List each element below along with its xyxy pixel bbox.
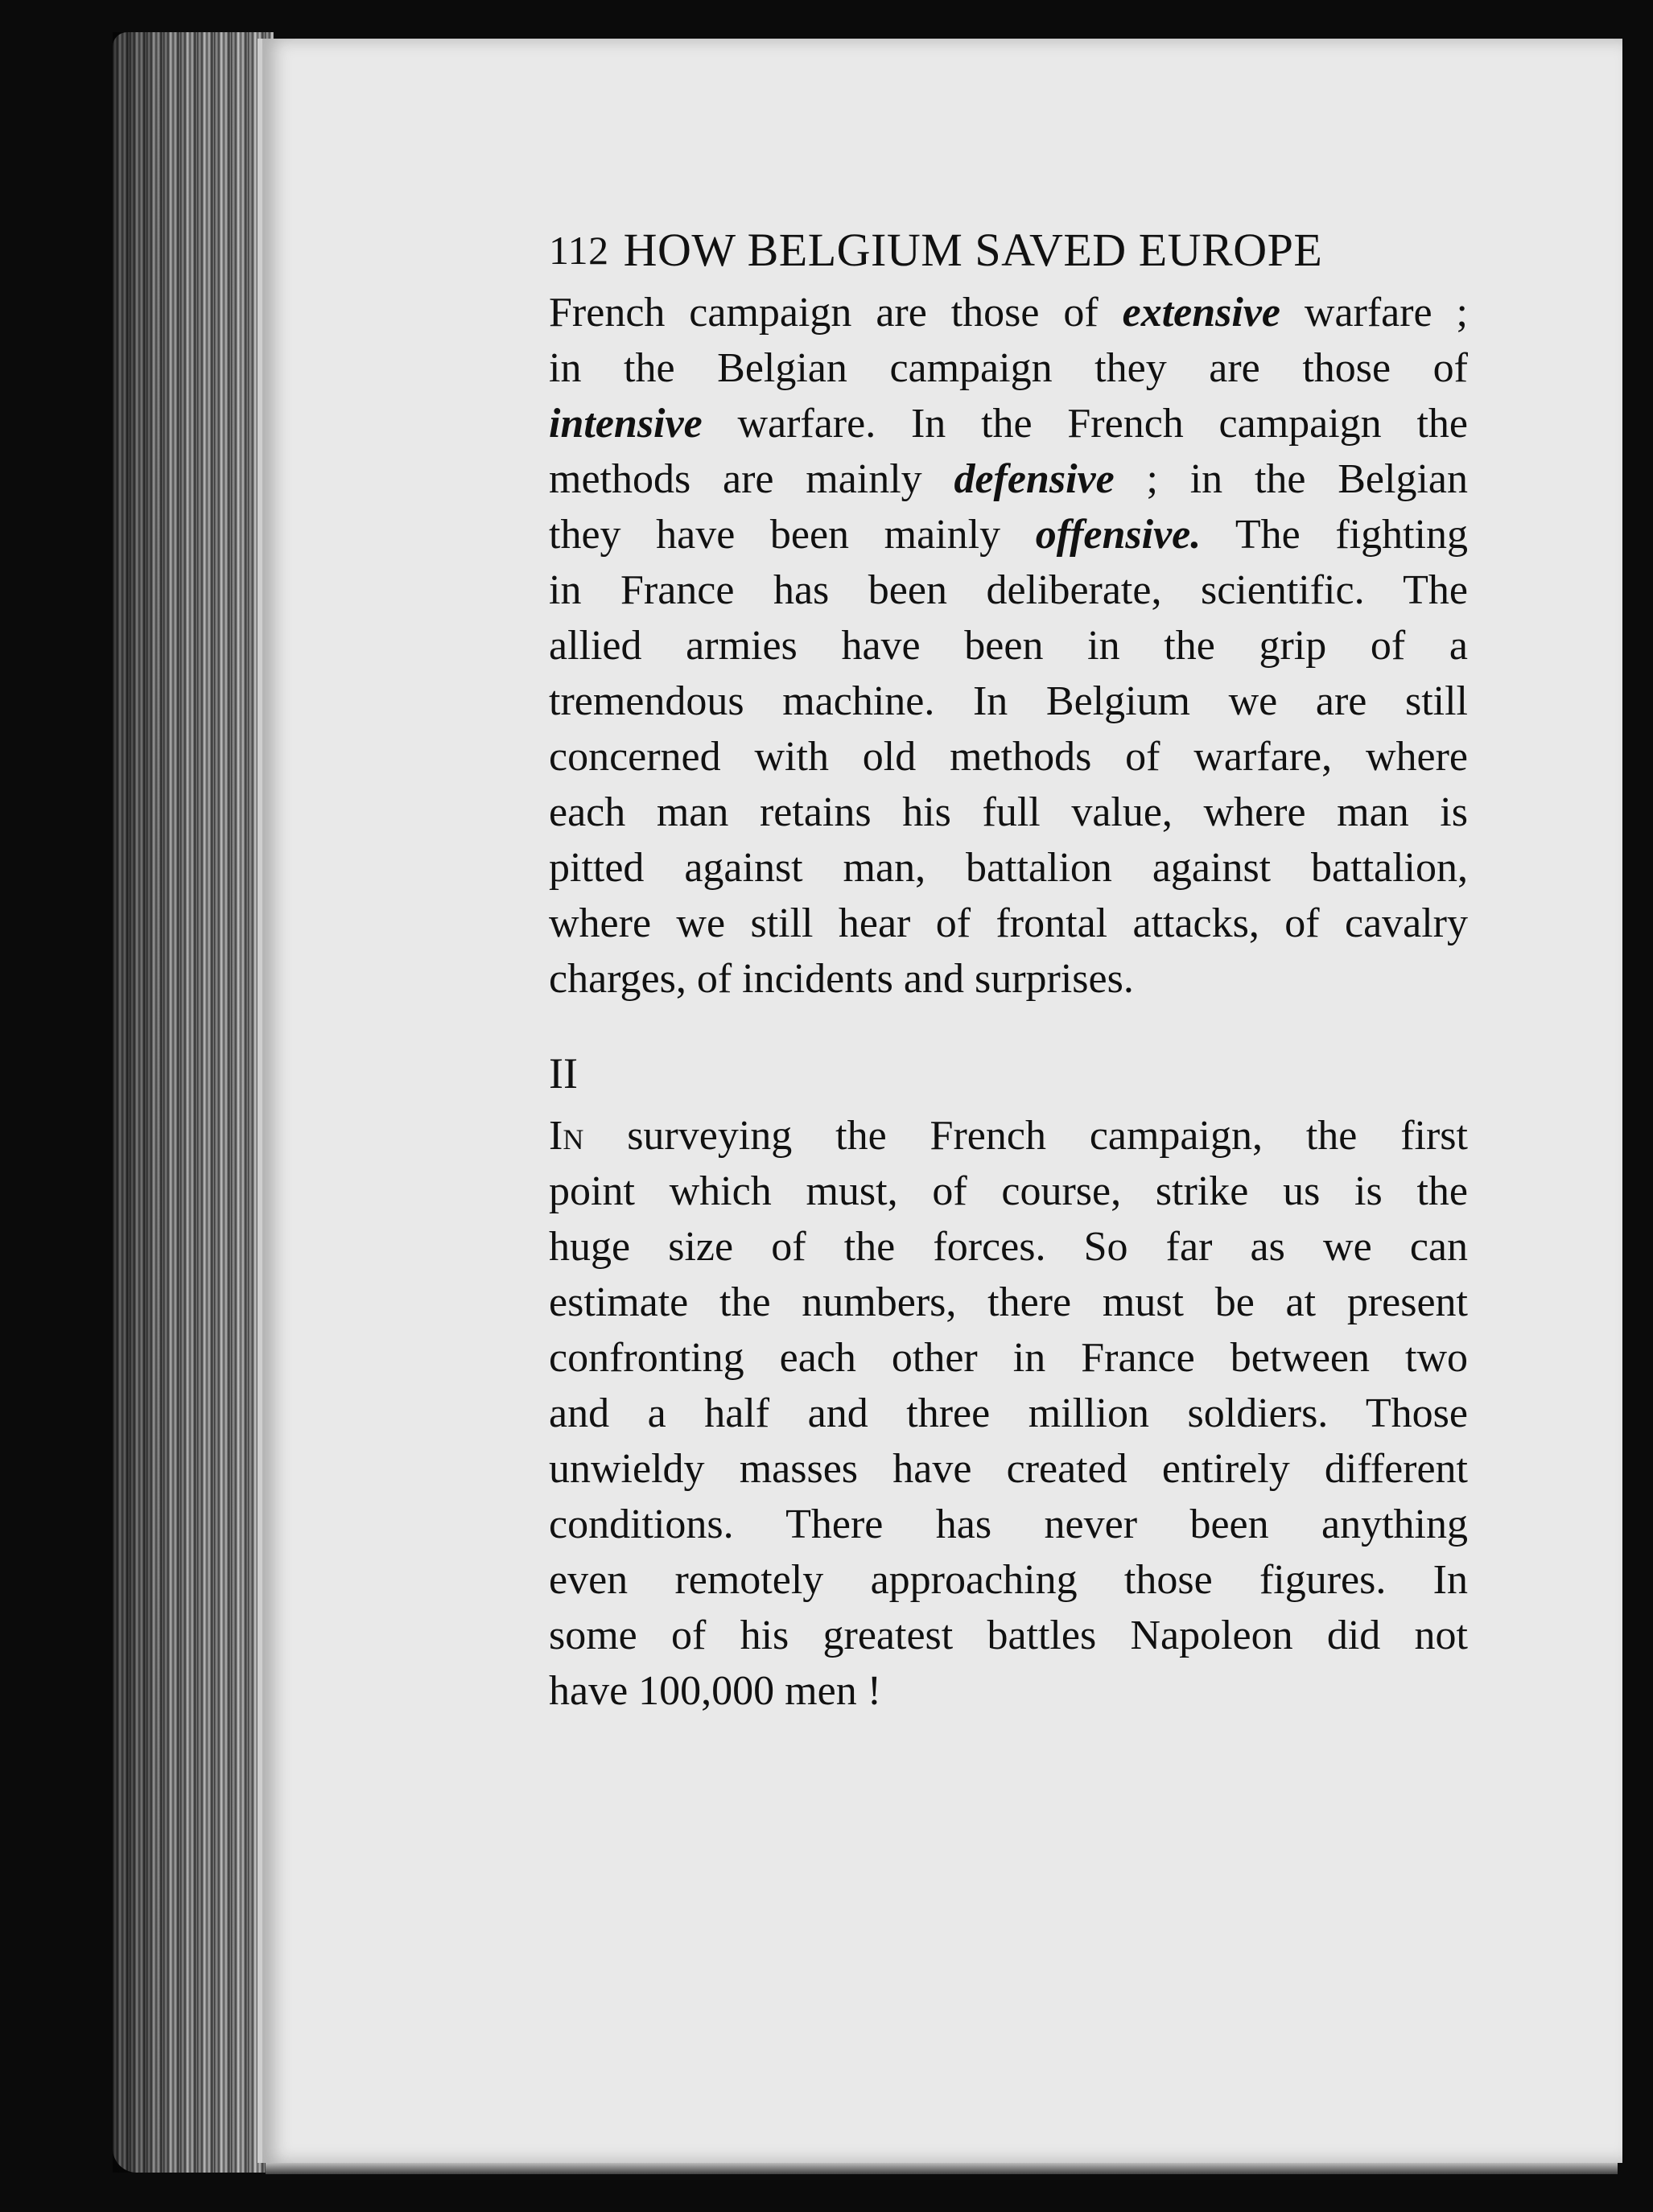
text-line: each man retains his full value, where man is <box>549 789 1468 835</box>
text-span: ; in the Belgian <box>1114 456 1468 502</box>
text-line: in the Belgian campaign they are those of <box>549 345 1468 391</box>
text-span: warfare ; <box>1280 290 1468 336</box>
text-line: point which must, of course, strike us is the <box>549 1168 1468 1214</box>
text-line: unwieldy masses have created entirely different <box>549 1446 1468 1492</box>
italic-word: defensive <box>954 456 1115 502</box>
text-line: where we still hear of frontal attacks, of cavalry <box>549 900 1468 946</box>
section-heading: II <box>549 1049 578 1098</box>
text-line: pitted against man, battalion against battalion, <box>549 845 1468 891</box>
paragraph-1 <box>549 285 1468 1007</box>
book-page-edges <box>113 32 274 2173</box>
text-line <box>549 285 1468 340</box>
text-span: methods are mainly <box>549 456 954 502</box>
text-line: in France has been deliberate, scientific. The <box>549 567 1468 613</box>
text-line: concerned with old methods of warfare, where <box>549 734 1468 780</box>
page-number: 112 <box>549 228 609 273</box>
running-title: HOW BELGIUM SAVED EUROPE <box>623 224 1323 276</box>
text-line: even remotely approaching those figures. In <box>549 1557 1468 1603</box>
italic-word: offensive. <box>1035 512 1202 558</box>
section-spacer <box>549 1007 1468 1039</box>
small-caps-opening: In <box>549 1113 584 1159</box>
paragraph-2 <box>549 1108 1468 1719</box>
text-line: some of his greatest battles Napoleon did not <box>549 1613 1468 1658</box>
text-line <box>549 507 1468 562</box>
text-line: have 100,000 men ! <box>549 1668 882 1714</box>
page-text <box>549 216 1468 1719</box>
text-span: they have been mainly <box>549 512 1036 558</box>
text-span: surveying the French campaign, the first <box>583 1113 1468 1159</box>
running-head <box>549 216 1468 285</box>
text-line: conditions. There has never been anything <box>549 1501 1468 1547</box>
text-line <box>549 396 1468 451</box>
text-line: confronting each other in France between two <box>549 1335 1468 1381</box>
text-line: estimate the numbers, there must be at present <box>549 1279 1468 1325</box>
italic-word: intensive <box>549 401 703 447</box>
page-bottom-edge <box>266 2163 1618 2174</box>
text-span: warfare. In the French campaign the <box>702 401 1468 447</box>
text-line: allied armies have been in the grip of a <box>549 623 1468 669</box>
text-line <box>549 1108 1468 1164</box>
italic-word: extensive <box>1122 290 1280 336</box>
text-span: French campaign are those of <box>549 290 1123 336</box>
text-line <box>549 451 1468 507</box>
text-line: tremendous machine. In Belgium we are still <box>549 678 1468 724</box>
text-line: charges, of incidents and surprises. <box>549 956 1134 1002</box>
text-span: The fighting <box>1201 512 1468 558</box>
text-line: and a half and three million soldiers. Those <box>549 1390 1468 1436</box>
text-line: huge size of the forces. So far as we can <box>549 1224 1468 1270</box>
